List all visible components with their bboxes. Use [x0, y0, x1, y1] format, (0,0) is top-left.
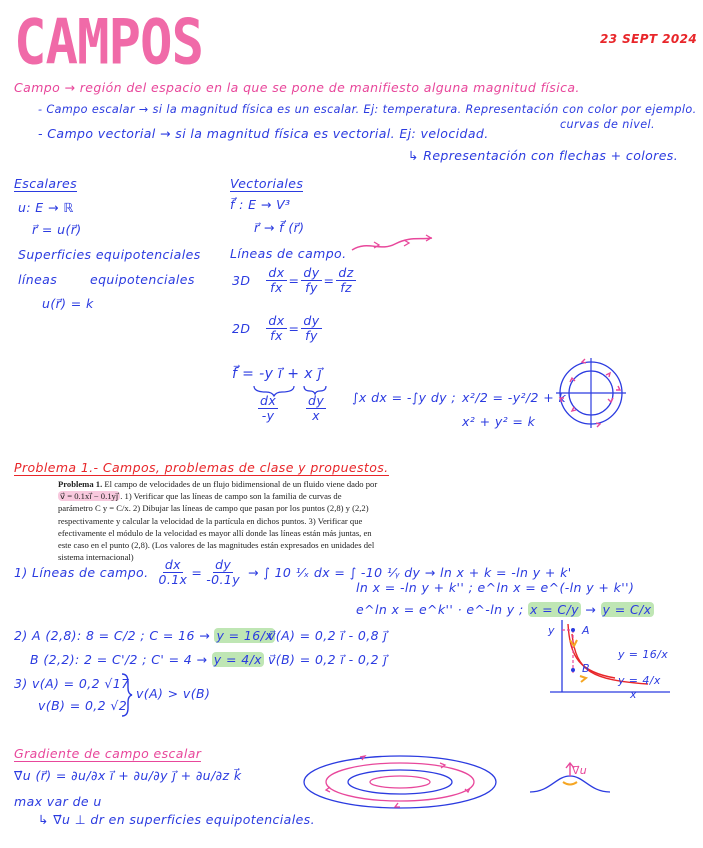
sol1-arrow: →	[585, 602, 597, 617]
hyperbola-graph	[540, 620, 670, 710]
intro-scalar-cont: curvas de nivel.	[560, 118, 656, 131]
frac-dy-2d: dy	[303, 313, 320, 328]
graph-curve1: y = 16/x	[618, 648, 669, 661]
sol1-01x: 0.1x	[158, 571, 188, 587]
arrow-icon	[404, 240, 409, 246]
under-dx: dx	[260, 393, 277, 408]
intro-scalar: - Campo escalar → si la magnitud física es un escalar. Ej: temperatura. Representación con color por ejemplo.	[38, 103, 697, 116]
integral-result: x²/2 = -y²/2 + k	[462, 390, 567, 405]
label-2d: 2D	[232, 320, 251, 336]
gradient-max: max var de u	[14, 794, 102, 809]
circle-eq: x² + y² = k	[462, 414, 536, 429]
field-eq: f⃗ = -y i⃗ + x j⃗	[232, 366, 323, 382]
under-x: x	[312, 407, 320, 423]
under-negy: -y	[261, 407, 275, 423]
vectoriales-map: f⃗ : E → V³	[230, 197, 291, 212]
sol1-integral: → ∫ 10 ¹⁄ₓ dx = ∫ -10 ¹⁄ᵧ dy → ln x + k = -ln y + k'	[248, 564, 572, 580]
field-line-sketch	[350, 232, 435, 257]
escalares-lines-eq: u(r⃗) = k	[42, 296, 94, 311]
graph-point-b: B	[582, 662, 590, 675]
frac-dx-2d: dx	[268, 313, 285, 328]
gradient-label: ∇⃗u	[572, 764, 588, 777]
sol1-dx: dx	[164, 557, 181, 572]
label-3d: 3D	[232, 272, 251, 288]
problem-field: v⃗ = 0.1xi⃗ − 0.1yj⃗	[60, 491, 119, 502]
frac-dz: dz	[338, 265, 354, 280]
equipotential-ellipses	[300, 752, 500, 812]
under-dy: dy	[308, 393, 325, 408]
sol3-b: v(B) = 0,2 √2	[38, 698, 128, 713]
sol2-b-result: y = 4/x	[213, 652, 262, 667]
vectoriales-heading: Vectoriales	[230, 176, 304, 191]
eq-2d: 2D $\frac{dx}{fx}$ = $\frac{dy}{fy}$	[232, 313, 320, 343]
problem-text-1: El campo de velocidades de un flujo bidimensional de un fluido viene dado por	[104, 479, 378, 489]
problem-text-2: . 1) Verificar que las líneas de campo son la familia de curvas de parámetro C y = C/x. 2) Dibujar las líneas de campo que pasan por los puntos (2,8) y (2,2) respectivamente y calcular la velocidad de la partícula en dichos puntos. 3) Verificar que efectivamente el módulo de la velocidad es mayor allí donde las líneas están más juntas, en este caso en el punto (2,8). (Los valores de las magnitudes están expresados en unidades del sistema internacional)	[58, 491, 375, 563]
frac-fx-2d: fx	[270, 327, 283, 343]
sol1-line3: e^ln x = e^k'' · e^-ln y ;	[356, 602, 524, 617]
circular-field-lines	[556, 358, 626, 428]
page-title: CAMPOS	[14, 6, 204, 79]
sol1-result1: x = C/y	[529, 602, 579, 617]
sol3-brace	[120, 672, 132, 718]
sol1-01y: -0.1y	[206, 571, 241, 587]
sol2-b-velocity: v⃗(B) = 0,2 i⃗ - 0,2 j⃗	[268, 652, 388, 667]
gradient-perp: ↳ ∇⃗u ⊥ dr en superficies equipotenciales.	[38, 812, 315, 827]
escalares-map: u: E → ℝ	[18, 200, 74, 215]
sol1-line3-wrap	[356, 602, 654, 617]
frac-dx: dx	[268, 265, 285, 280]
frac-fz: fz	[340, 279, 352, 295]
vectoriales-field-lines: Líneas de campo.	[230, 246, 347, 261]
sol2-a-velocity: v⃗(A) = 0,2 i⃗ - 0,8 j⃗	[268, 628, 388, 643]
sol1-line2: ln x = -ln y + k'' ; e^ln x = e^(-ln y + k'')	[356, 580, 635, 595]
eq-3d: 3D $\frac{dx}{fx}$ = $\frac{dy}{fy}$ = $\frac{dz}{fz}$	[232, 265, 354, 295]
gradient-heading: Gradiente de campo escalar	[14, 746, 202, 761]
frac-dy: dy	[303, 265, 320, 280]
graph-axis-x: x	[630, 688, 637, 701]
intro-vector: - Campo vectorial → si la magnitud física es vectorial. Ej: velocidad.	[38, 126, 489, 141]
sol1-result2: y = C/x	[602, 602, 652, 617]
sol1-dy: dy	[215, 557, 232, 572]
problem-statement	[58, 478, 378, 563]
sol3-compare: v(A) > v(B)	[136, 686, 211, 701]
sol3-a: 3) v(A) = 0,2 √17	[14, 676, 130, 691]
problem-label: Problema 1.	[58, 479, 103, 489]
date: 23 SEPT 2024	[600, 32, 698, 46]
problem-heading: Problema 1.- Campos, problemas de clase y propuestos.	[14, 460, 389, 475]
vectoriales-map2: r⃗ → f⃗ (r⃗)	[254, 220, 305, 235]
escalares-surfaces: Superficies equipotenciales	[18, 247, 201, 262]
graph-axis-y: y	[548, 624, 555, 637]
gradient-bump	[530, 762, 610, 802]
intro-definition: Campo → región del espacio en la que se pone de manifiesto alguna magnitud física.	[14, 80, 580, 95]
sol1: 1) Líneas de campo. $\frac{dx}{0.1x}$ = $\frac{dy}{-0.1y}$ → ∫ 10 ¹⁄ₓ dx = ∫ -10 ¹⁄ᵧ dy → ln x + k = -ln y + k'	[14, 557, 572, 587]
intro-vector-repr: ↳ Representación con flechas + colores.	[408, 148, 679, 163]
escalares-map2: r⃗ = u(r⃗)	[32, 222, 82, 237]
escalares-lines-word2: equipotenciales	[90, 272, 195, 287]
frac-fx: fx	[270, 279, 283, 295]
sol1-label: 1) Líneas de campo.	[14, 564, 149, 580]
sol2-a: 2) A (2,8): 8 = C/2 ; C = 16 →	[14, 628, 211, 643]
frac-fy: fy	[305, 279, 318, 295]
escalares-lines-word: líneas	[18, 272, 58, 287]
escalares-heading: Escalares	[14, 176, 78, 191]
sol2-b: B (2,2): 2 = C'/2 ; C' = 4 →	[30, 652, 208, 667]
gradient-formula: ∇⃗u (r⃗) = ∂u/∂x i⃗ + ∂u/∂y j⃗ + ∂u/∂z k⃗	[14, 768, 242, 783]
sol2-a-result: y = 16/x	[216, 628, 273, 643]
arrow-icon	[580, 676, 586, 682]
integral: ∫x dx = -∫y dy ;	[352, 390, 456, 405]
frac-fy-2d: fy	[305, 327, 318, 343]
graph-curve2: y = 4/x	[618, 674, 661, 687]
graph-point-a: A	[582, 624, 590, 637]
